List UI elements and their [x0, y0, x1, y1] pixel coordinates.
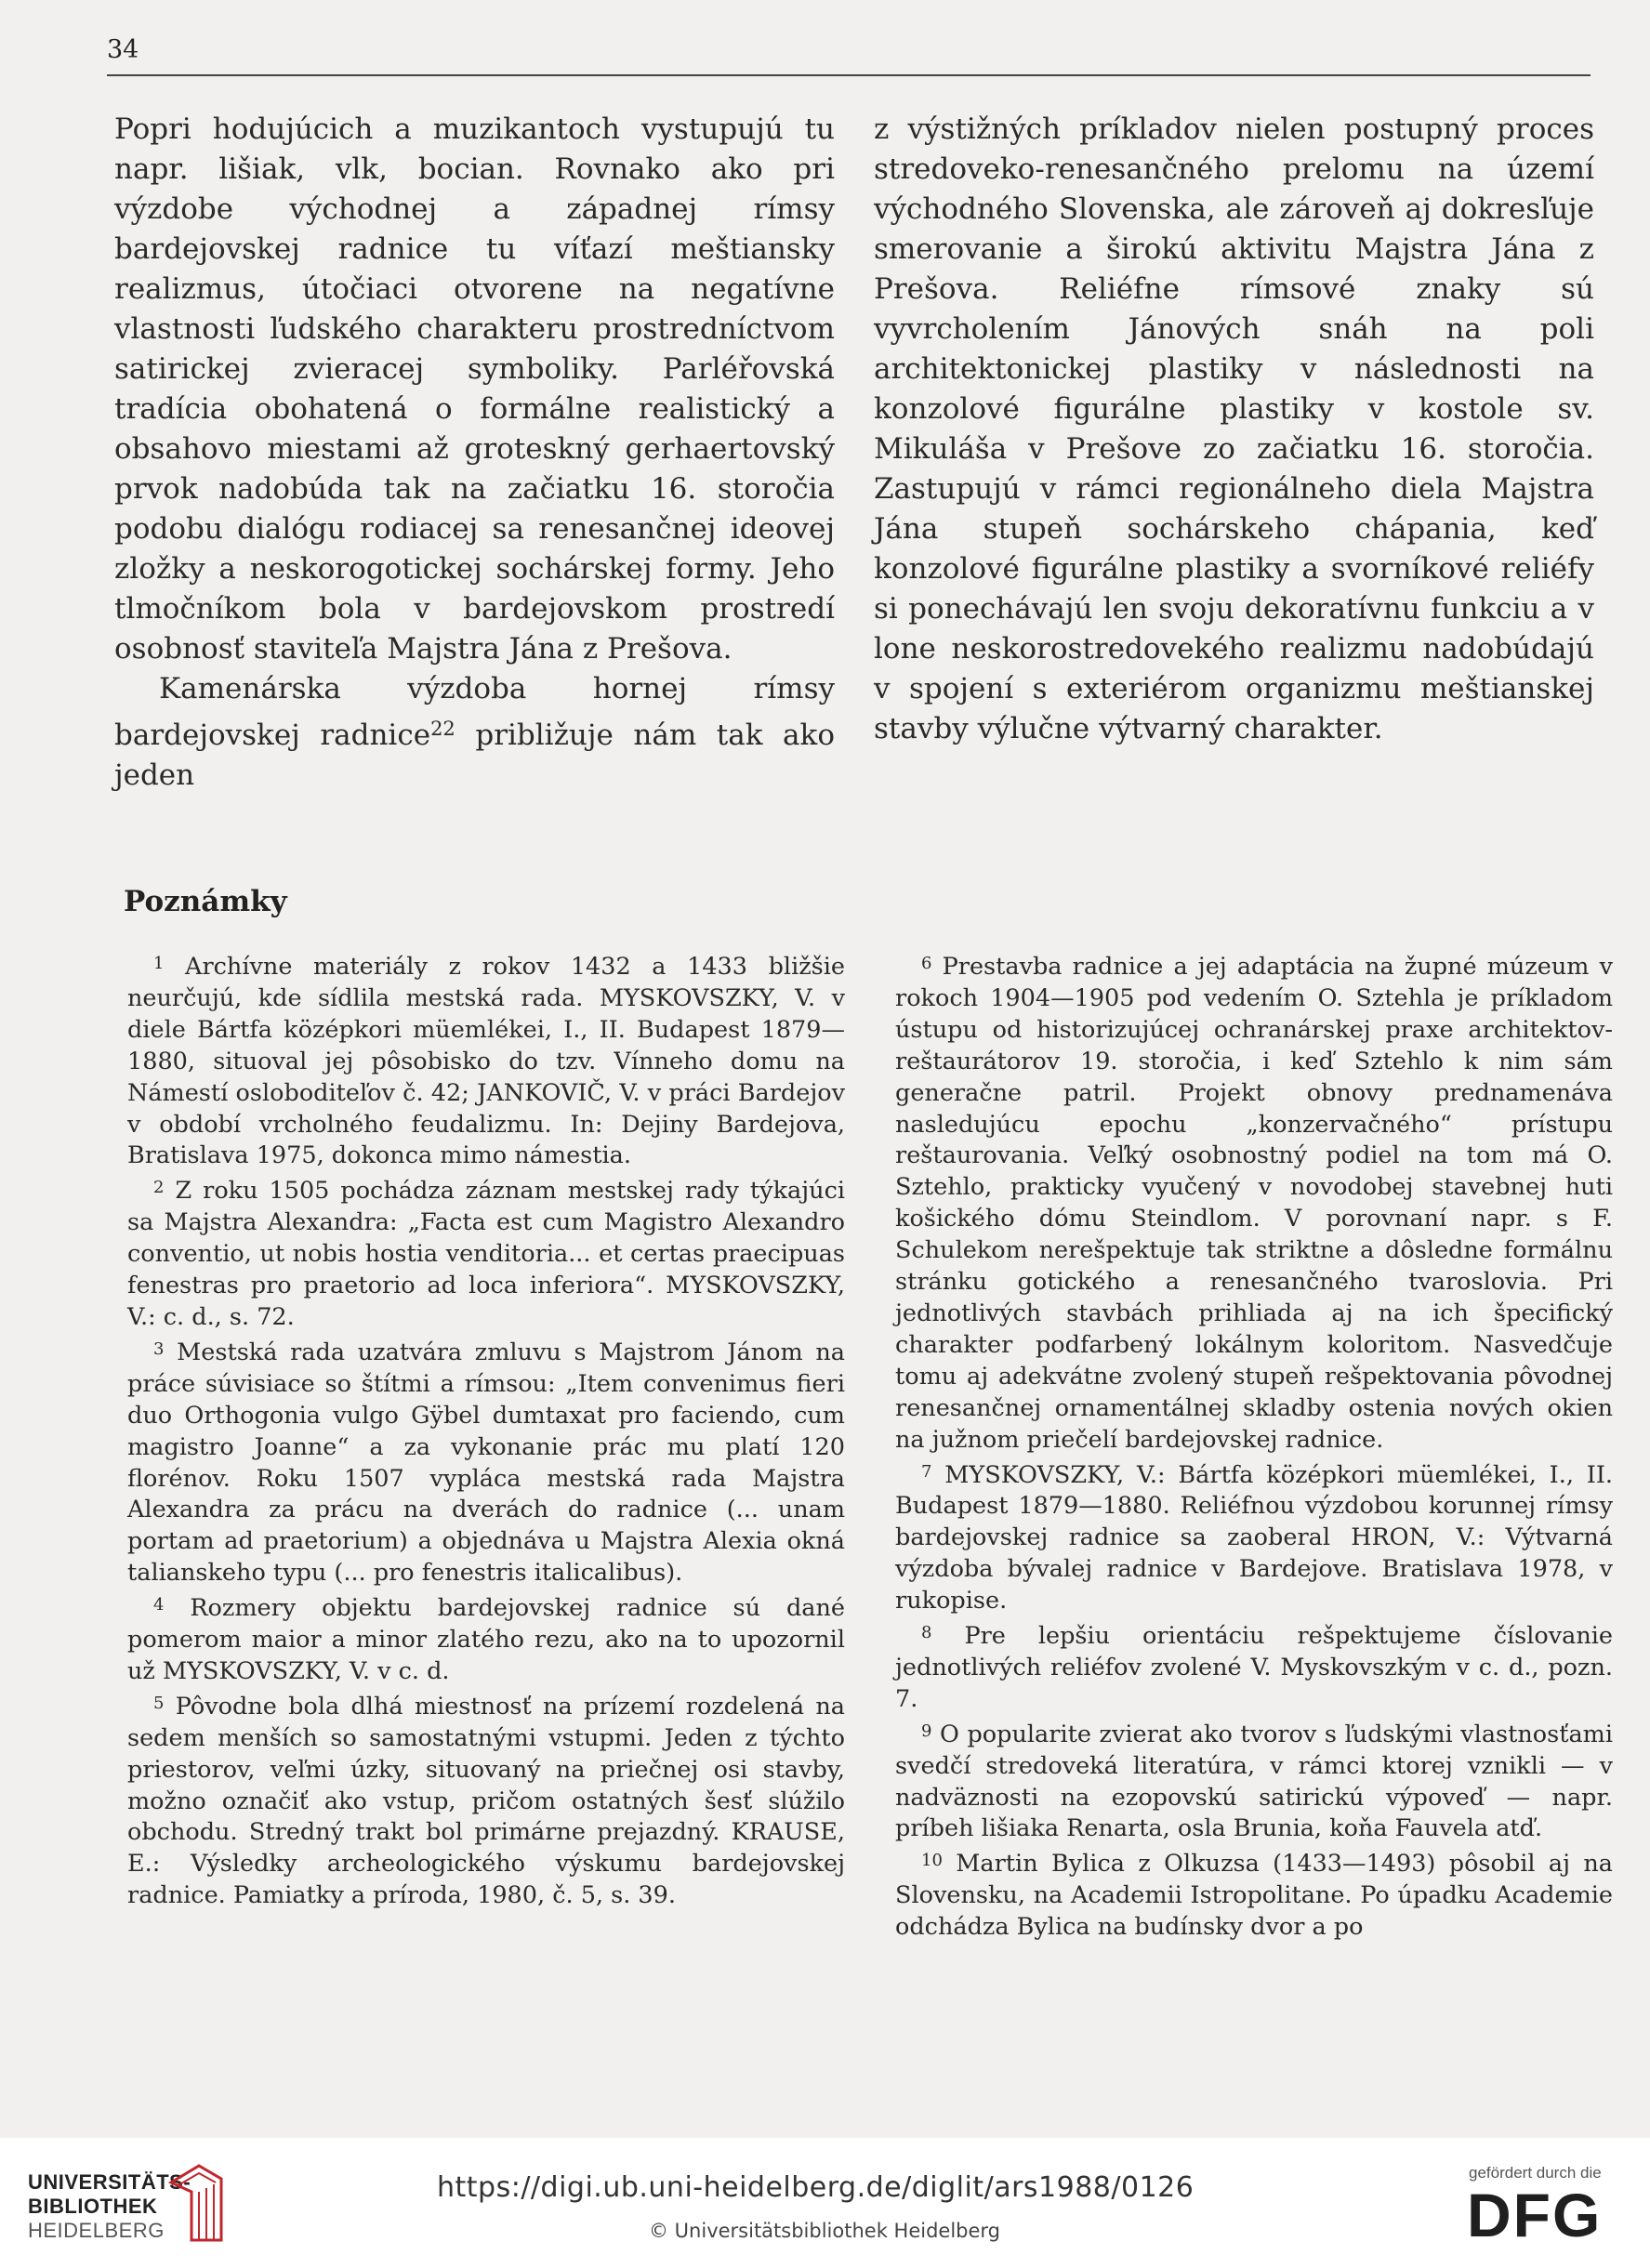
library-name-line1: UNIVERSITÄTS-	[28, 2170, 191, 2194]
library-name-line2: BIBLIOTHEK	[28, 2195, 158, 2218]
funding-caption: gefördert durch die	[1469, 2164, 1602, 2182]
body-column-right	[874, 110, 1594, 749]
header-rule	[107, 74, 1591, 76]
library-logo-icon[interactable]	[164, 2155, 229, 2248]
notes-column-left	[127, 948, 845, 1912]
footnote-5: $^5$ Pôvodne bola dlhá miestnosť na prízemí rozdelená na sedem menších so samostatnými vstupmi. Jeden z týchto priestorov, veľmi úzky, situovaný na priečnej osi stavby, možno označiť ako vstup, pričom ostatných šesť slúžilo obchodu. Stredný trakt bol primárne prejazdný. KRAUSE, E.: Výsledky archeologického výskumu bardejovskej radnice. Pamiatky a príroda, 1980, č. 5, s. 39.	[127, 1692, 845, 1910]
footnote-10: $^{10}$ Martin Bylica z Olkuzsa (1433—1493) pôsobil aj na Slovensku, na Academii Istropolitane. Po úpadku Academie odchádza Bylica na budínsky dvor a po	[895, 1850, 1614, 1942]
footnote-7: $^7$ MYSKOVSZKY, V.: Bártfa középkori müemlékei, I., II. Budapest 1879—1880. Reliéfnou výzdobou korunnej rímsy bardejovskej radnice sa zaoberal HRON, V.: Výtvarná výzdoba bývalej radnice v Bardejove. Bratislava 1978, v rukopise.	[895, 1460, 1613, 1615]
copyright-notice: © Universitätsbibliothek Heidelberg	[649, 2220, 1001, 2242]
footnote-1: $^1$ Archívne materiály z rokov 1432 a 1433 bližšie neurčujú, kde sídlila mestská rada. MYSKOVSZKY, V. v diele Bártfa középkori müemlékei, I., II. Budapest 1879—1880, situoval jej pôsobisko do tzv. Vínneho domu na Námestí osloboditeľov č. 42; JANKOVIČ, V. v práci Bardejov v období vrcholného feudalizmu. In: Dejiny Bardejova, Bratislava 1975, dokonca mimo námestia.	[127, 953, 845, 1170]
dfg-logo[interactable]: DFG	[1467, 2181, 1603, 2249]
footnote-3: $^3$ Mestská rada uzatvára zmluvu s Majstrom Jánom na práce súvisiace so štítmi a rímsou: „Item convenimus fieri duo Orthogonia vulgo Gÿbel dumtaxat pro faciendo, cum magistro Joanne“ a za vykonanie prác mu platí 120 florénov. Roku 1507 vypláca mestská rada Majstra Alexandra za prácu na dverách do radnice (... unam portam ad praetorium) a objednáva u Majstra Alexia okná talianskeho typu (... pro fenestris italicalibus).	[127, 1338, 846, 1588]
footnote-4: $^4$ Rozmery objektu bardejovskej radnice sú dané pomerom maior a minor zlatého rezu, ako na to upozornil už MYSKOVSZKY, V. v c. d.	[127, 1594, 845, 1685]
permalink-url[interactable]: https://digi.ub.uni-heidelberg.de/diglit/ars1988/0126	[437, 2171, 1195, 2204]
footnote-6: $^6$ Prestavba radnice a jej adaptácia na župné múzeum v rokoch 1904—1905 pod vedením O. Sztehla je príkladom ústupu od historizujúcej ochranárskej praxe architektov-reštaurátorov 19. storočia, i keď Sztehlo k nim sám generačne patril. Projekt obnovy prednamenáva nasledujúcu epochu „konzervačného“ prístupu reštaurovania. Veľký osobnostný podiel na tom má O. Sztehlo, prakticky vyučený v novodobej stavebnej huti košického dómu Steindlom. V porovnaní napr. s F. Schulekom nerešpektuje tak striktne a dôsledne formálnu stránku gotického a renesančného tvaroslovia. Pri jednotlivých stavbách prihliada aj na ich špecifický charakter podfarbený lokálnym koloritom. Nasvedčuje tomu aj adekvátne zvolený stupeň rešpektovania pôvodnej renesančnej ornamentálnej skladby ostenia nových okien na južnom priečelí bardejovskej radnice.	[895, 953, 1613, 1454]
body-paragraph-2: Kamenárska výzdoba hornej rímsy bardejovskej radnice$^{22}$ približuje nám tak ako jeden	[114, 672, 835, 792]
footnote-ref-22[interactable]: 22	[430, 718, 455, 740]
page-number: 34	[107, 35, 139, 64]
footnote-9: $^9$ O popularite zvierat ako tvorov s ľudskými vlastnosťami svedčí stredoveká literatúra, v rámci ktorej vznikli — v nadväznosti na ezopovskú satirickú výpoveď — napr. príbeh lišiaka Renarta, osla Brunia, koňa Fauvela atď.	[895, 1720, 1613, 1843]
notes-column-right	[895, 948, 1613, 1944]
footnote-2: $^2$ Z roku 1505 pochádza záznam mestskej rady týkajúci sa Majstra Alexandra: „Facta est cum Magistro Alexandro conventio, ut nobis hostia venditoria... et certas praecipuas fenestras pro praetorio ad loca inferiora“. MYSKOVSZKY, V.: c. d., s. 72.	[127, 1177, 846, 1331]
body-paragraph-3: z výstižných príkladov nielen postupný proces stredoveko-renesančného prelomu na území východného Slovenska, ale zároveň aj dokresľuje smerovanie a širokú aktivitu Majstra Jána z Prešova. Reliéfne rímsové znaky sú vyvrcholením Jánových snáh na poli architektonickej plastiky v následnosti na konzolové figurálne plastiky v kostole sv. Mikuláša v Prešove zo začiatku 16. storočia. Zastupujú v rámci regionálneho diela Majstra Jána stupeň sochárskeho chápania, keď konzolové figurálne plastiky a svorníkové reliéfy si ponechávajú len svoju dekoratívnu funkciu a v lone neskorostredovekého realizmu nadobúdajú v spojení s exteriérom organizmu meštianskej stavby výlučne výtvarný charakter.	[874, 112, 1594, 745]
notes-heading: Poznámky	[124, 885, 287, 918]
library-name-line3: HEIDELBERG	[28, 2219, 165, 2242]
body-column-left	[114, 110, 835, 796]
footnote-8: $^8$ Pre lepšiu orientáciu rešpektujeme číslovanie jednotlivých reliéfov zvolené V. Myskovszkým v c. d., pozn. 7.	[895, 1622, 1613, 1713]
body-paragraph-1: Popri hodujúcich a muzikantoch vystupujú tu napr. lišiak, vlk, bocian. Rovnako ako pri výzdobe východnej a západnej rímsy bardejovskej radnice tu víťazí meštiansky realizmus, útočiaci otvorene na negatívne vlastnosti ľudského charakteru prostredníctvom satirickej zvieracej symboliky. Parléřovská tradícia obohatená o formálne realistický a obsahovo miestami až groteskný gerhaertovský prvok nadobúda tak na začiatku 16. storočia podobu dialógu rodiacej sa renesančnej ideovej zložky a neskorogotickej sochárskej formy. Jeho tlmočníkom bola v bardejovskom prostredí osobnosť staviteľa Majstra Jána z Prešova.	[114, 112, 835, 666]
